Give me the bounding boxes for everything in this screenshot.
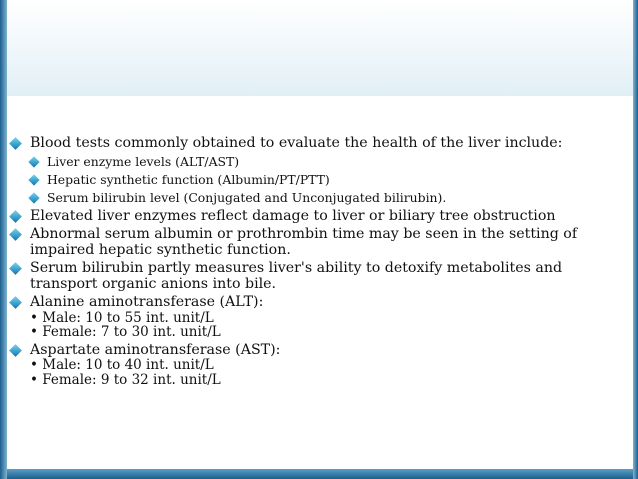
diamond-bullet-icon bbox=[10, 263, 25, 274]
diamond-bullet-icon bbox=[29, 157, 41, 167]
diamond-bullet-icon bbox=[10, 229, 25, 240]
sub-item-liver-enzymes bbox=[29, 155, 610, 169]
bullet-item-abnormal-albumin bbox=[10, 227, 610, 258]
ast-female-range: • Female: 9 to 32 int. unit/L bbox=[30, 371, 221, 388]
diamond-bullet-icon bbox=[10, 297, 25, 308]
slide-top-band bbox=[7, 0, 633, 96]
alt-heading: Alanine aminotransferase (ALT): bbox=[30, 294, 264, 310]
bullet-text bbox=[30, 295, 610, 340]
bullet-text: Abnormal serum albumin or prothrombin time may be seen in the setting of impaired hepatic synthetic function. bbox=[30, 226, 578, 258]
sub-item-text: Serum bilirubin level (Conjugated and Unconjugated bilirubin). bbox=[47, 189, 447, 205]
diamond-bullet-icon bbox=[10, 211, 25, 222]
bullet-text: Blood tests commonly obtained to evaluate the health of the liver include: bbox=[30, 135, 563, 151]
sub-list bbox=[10, 155, 610, 205]
diamond-bullet-icon bbox=[10, 138, 25, 149]
slide-left-border bbox=[0, 0, 7, 479]
bullet-text bbox=[30, 343, 610, 388]
sub-item-text: Hepatic synthetic function (Albumin/PT/PTT) bbox=[47, 171, 330, 187]
sub-item-hepatic-function bbox=[29, 173, 610, 187]
ast-heading: Aspartate aminotransferase (AST): bbox=[30, 341, 281, 358]
slide-content bbox=[10, 136, 610, 390]
bullet-item-bilirubin-measure bbox=[10, 261, 610, 292]
slide-right-border bbox=[633, 0, 638, 479]
alt-male-range: • Male: 10 to 55 int. unit/L bbox=[30, 309, 214, 326]
ast-male-range: • Male: 10 to 40 int. unit/L bbox=[30, 357, 214, 373]
diamond-bullet-icon bbox=[29, 193, 41, 203]
sub-item-serum-bilirubin bbox=[29, 191, 610, 205]
bullet-item-elevated-enzymes bbox=[10, 209, 610, 225]
sub-item-text: Liver enzyme levels (ALT/AST) bbox=[47, 153, 240, 169]
bullet-text: Elevated liver enzymes reflect damage to liver or biliary tree obstruction bbox=[30, 207, 556, 224]
slide-bottom-band bbox=[7, 469, 633, 479]
bullet-item-ast bbox=[10, 343, 610, 388]
bullet-text: Serum bilirubin partly measures liver's ability to detoxify metabolites and transport organic anions into bile. bbox=[30, 260, 563, 292]
diamond-bullet-icon bbox=[29, 175, 41, 185]
bullet-item-alt bbox=[10, 295, 610, 340]
diamond-bullet-icon bbox=[10, 345, 25, 356]
alt-female-range: • Female: 7 to 30 int. unit/L bbox=[30, 324, 221, 340]
bullet-item-blood-tests bbox=[10, 136, 610, 152]
